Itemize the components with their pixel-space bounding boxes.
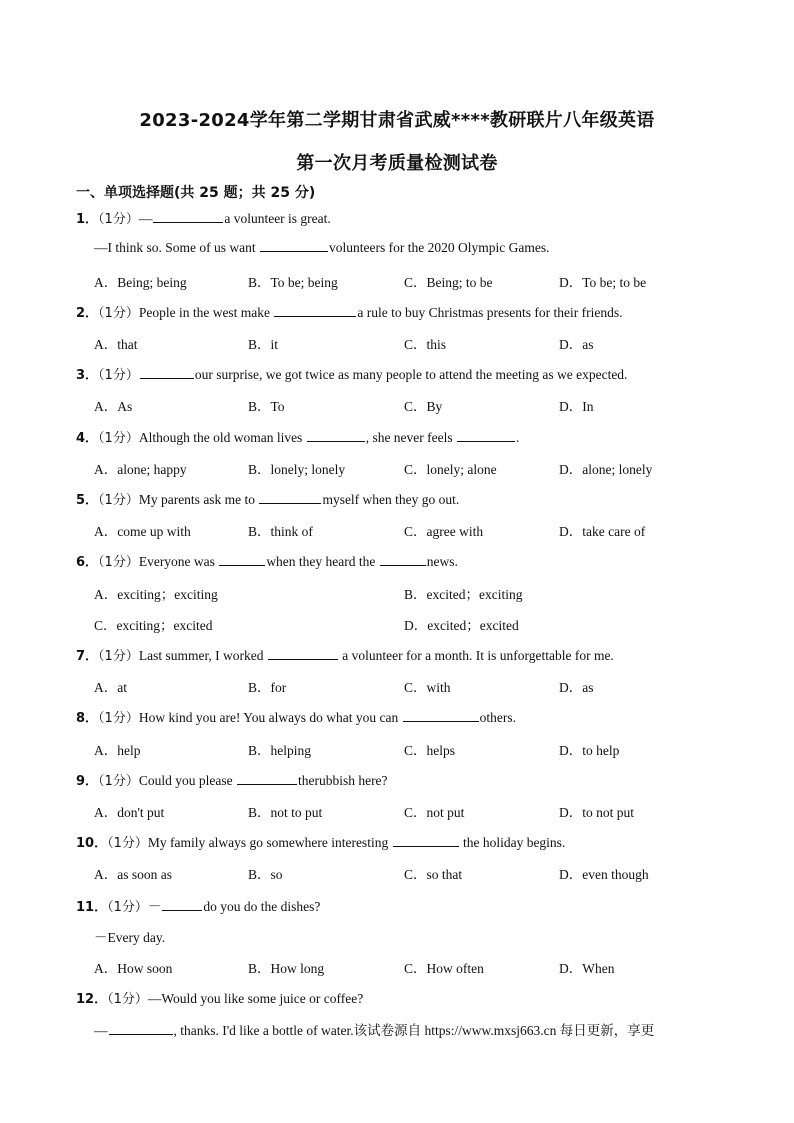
question-text: —Would you like some juice or coffee?: [147, 991, 364, 1006]
question-text: Although the old woman lives: [138, 430, 306, 445]
question-text: our surprise, we got twice as many people to attend the meeting as we expected.: [194, 367, 628, 382]
section-heading: 一、单项选择题(共 25 题；共 25 分): [76, 185, 316, 201]
question-text: do you do the dishes?: [203, 899, 321, 914]
answer-blank: [268, 647, 338, 660]
option-d[interactable]: D．When: [559, 961, 615, 976]
question-8: [76, 707, 516, 726]
question-text: a volunteer for a month. It is unforgettable for me.: [338, 648, 614, 663]
answer-blank: [219, 553, 265, 566]
question-number: 7．: [76, 649, 99, 664]
question-text: myself when they go out.: [322, 492, 460, 507]
score-label: （1分）: [98, 711, 139, 726]
question-number: 1．: [76, 212, 99, 227]
question-text: －: [147, 899, 162, 914]
option-b[interactable]: B．How long: [248, 961, 325, 976]
answer-blank: [393, 834, 459, 847]
question-9: [76, 770, 388, 789]
option-d[interactable]: D．alone; lonely: [559, 462, 653, 477]
option-d[interactable]: D．to help: [559, 743, 620, 758]
score-label: （1分）: [98, 774, 139, 789]
question-1: [76, 208, 331, 227]
answer-blank: [259, 491, 321, 504]
option-c[interactable]: C．lonely; alone: [404, 462, 497, 477]
question-number: 3．: [76, 368, 99, 383]
option-a[interactable]: A．don't put: [94, 805, 165, 820]
answer-blank: [380, 553, 426, 566]
question-number: 5．: [76, 493, 99, 508]
option-b[interactable]: B．To: [248, 399, 285, 414]
score-label: （1分）: [98, 431, 139, 446]
exam-title-line1: 2023-2024学年第二学期甘肃省武威****教研联片八年级英语: [139, 110, 655, 131]
score-label: （1分）: [98, 493, 139, 508]
option-a[interactable]: A．exciting；exciting: [94, 587, 218, 602]
score-label: （1分）: [98, 555, 139, 570]
option-b[interactable]: B．think of: [248, 524, 313, 539]
option-d[interactable]: D．take care of: [559, 524, 646, 539]
question-6: [76, 551, 458, 570]
question-2: [76, 302, 623, 321]
option-d[interactable]: D．In: [559, 399, 594, 414]
option-a[interactable]: A．alone; happy: [94, 462, 187, 477]
option-a[interactable]: A．help: [94, 743, 141, 758]
option-d[interactable]: D．To be; to be: [559, 275, 647, 290]
question-12-line2: [94, 1019, 654, 1039]
question-number: 11．: [76, 900, 108, 915]
question-10: [76, 832, 565, 851]
question-text: Could you please: [138, 773, 236, 788]
answer-blank: [237, 772, 297, 785]
option-b[interactable]: B．helping: [248, 743, 311, 758]
score-label: （1分）: [98, 368, 139, 383]
option-a[interactable]: A．come up with: [94, 524, 191, 539]
answer-blank: [457, 429, 515, 442]
question-number: 9．: [76, 774, 99, 789]
option-b[interactable]: B．excited；exciting: [404, 587, 523, 602]
question-1-line2: [94, 239, 549, 256]
option-b[interactable]: B．lonely; lonely: [248, 462, 346, 477]
question-5: [76, 489, 459, 508]
option-a[interactable]: A．that: [94, 337, 138, 352]
score-label: （1分）: [107, 836, 148, 851]
answer-blank: [260, 239, 328, 252]
question-number: 8．: [76, 711, 99, 726]
answer-blank: [140, 366, 194, 379]
question-7: [76, 645, 614, 664]
option-c[interactable]: C．By: [404, 399, 443, 414]
question-number: 6．: [76, 555, 99, 570]
answer-blank: [307, 429, 365, 442]
question-text: －Every day.: [94, 930, 166, 945]
option-c[interactable]: C．with: [404, 680, 451, 695]
question-12: [76, 988, 363, 1007]
question-text: news.: [426, 554, 458, 569]
answer-blank: [162, 898, 202, 911]
question-text: when they heard the: [266, 554, 379, 569]
question-text: .: [516, 430, 520, 445]
score-label: （1分）: [107, 900, 148, 915]
question-text: My family always go somewhere interesting: [147, 835, 392, 850]
score-label: （1分）: [98, 306, 139, 321]
question-3: [76, 364, 627, 383]
option-b[interactable]: B．To be; being: [248, 275, 338, 290]
option-c[interactable]: C．so that: [404, 867, 463, 882]
option-a[interactable]: A．as soon as: [94, 867, 172, 882]
option-c[interactable]: C．Being; to be: [404, 275, 493, 290]
question-4: [76, 427, 519, 446]
option-d[interactable]: D．to not put: [559, 805, 635, 820]
question-text: Everyone was: [138, 554, 219, 569]
score-label: （1分）: [98, 649, 139, 664]
option-b[interactable]: B．it: [248, 337, 279, 352]
question-number: 10．: [76, 836, 108, 851]
question-text: —: [94, 1023, 108, 1038]
question-11: [76, 895, 320, 915]
question-text: , thanks. I'd like a bottle of water.该试卷源自 https://www.mxsj663.cn 每日更新，享更: [173, 1023, 655, 1038]
question-number: 12．: [76, 992, 108, 1007]
answer-blank: [274, 304, 356, 317]
answer-blank: [153, 210, 223, 223]
answer-blank: [109, 1022, 173, 1035]
question-11-line2: [94, 926, 165, 946]
option-d[interactable]: D．as: [559, 680, 594, 695]
option-b[interactable]: B．for: [248, 680, 287, 695]
question-text: a volunteer is great.: [224, 211, 331, 226]
question-text: Last summer, I worked: [138, 648, 267, 663]
question-text: volunteers for the 2020 Olympic Games.: [329, 240, 550, 255]
question-number: 4．: [76, 431, 99, 446]
option-c[interactable]: C．exciting；excited: [94, 618, 213, 633]
question-text: My parents ask me to: [138, 492, 259, 507]
option-d[interactable]: D．even though: [559, 867, 649, 882]
option-d[interactable]: D．as: [559, 337, 594, 352]
question-text: How kind you are! You always do what you can: [138, 710, 402, 725]
question-number: 2．: [76, 306, 99, 321]
question-text: People in the west make: [138, 305, 274, 320]
answer-blank: [403, 709, 479, 722]
option-c[interactable]: C．not put: [404, 805, 465, 820]
question-text: a rule to buy Christmas presents for their friends.: [357, 305, 623, 320]
option-b[interactable]: B．so: [248, 867, 283, 882]
question-text: others.: [479, 710, 517, 725]
option-a[interactable]: A．How soon: [94, 961, 173, 976]
option-c[interactable]: C．How often: [404, 961, 484, 976]
question-text: —I think so. Some of us want: [94, 240, 259, 255]
option-a[interactable]: A．As: [94, 399, 133, 414]
score-label: （1分）: [107, 992, 148, 1007]
option-a[interactable]: A．Being; being: [94, 275, 187, 290]
option-b[interactable]: B．not to put: [248, 805, 323, 820]
option-c[interactable]: C．agree with: [404, 524, 484, 539]
exam-title-line2: 第一次月考质量检测试卷: [296, 153, 498, 174]
question-text: the holiday begins.: [459, 835, 566, 850]
option-c[interactable]: C．this: [404, 337, 447, 352]
question-text: —: [138, 211, 153, 226]
question-text: , she never feels: [365, 430, 457, 445]
option-d[interactable]: D．excited；excited: [404, 618, 519, 633]
option-a[interactable]: A．at: [94, 680, 127, 695]
score-label: （1分）: [98, 212, 139, 227]
option-c[interactable]: C．helps: [404, 743, 456, 758]
question-text: therubbish here?: [297, 773, 388, 788]
